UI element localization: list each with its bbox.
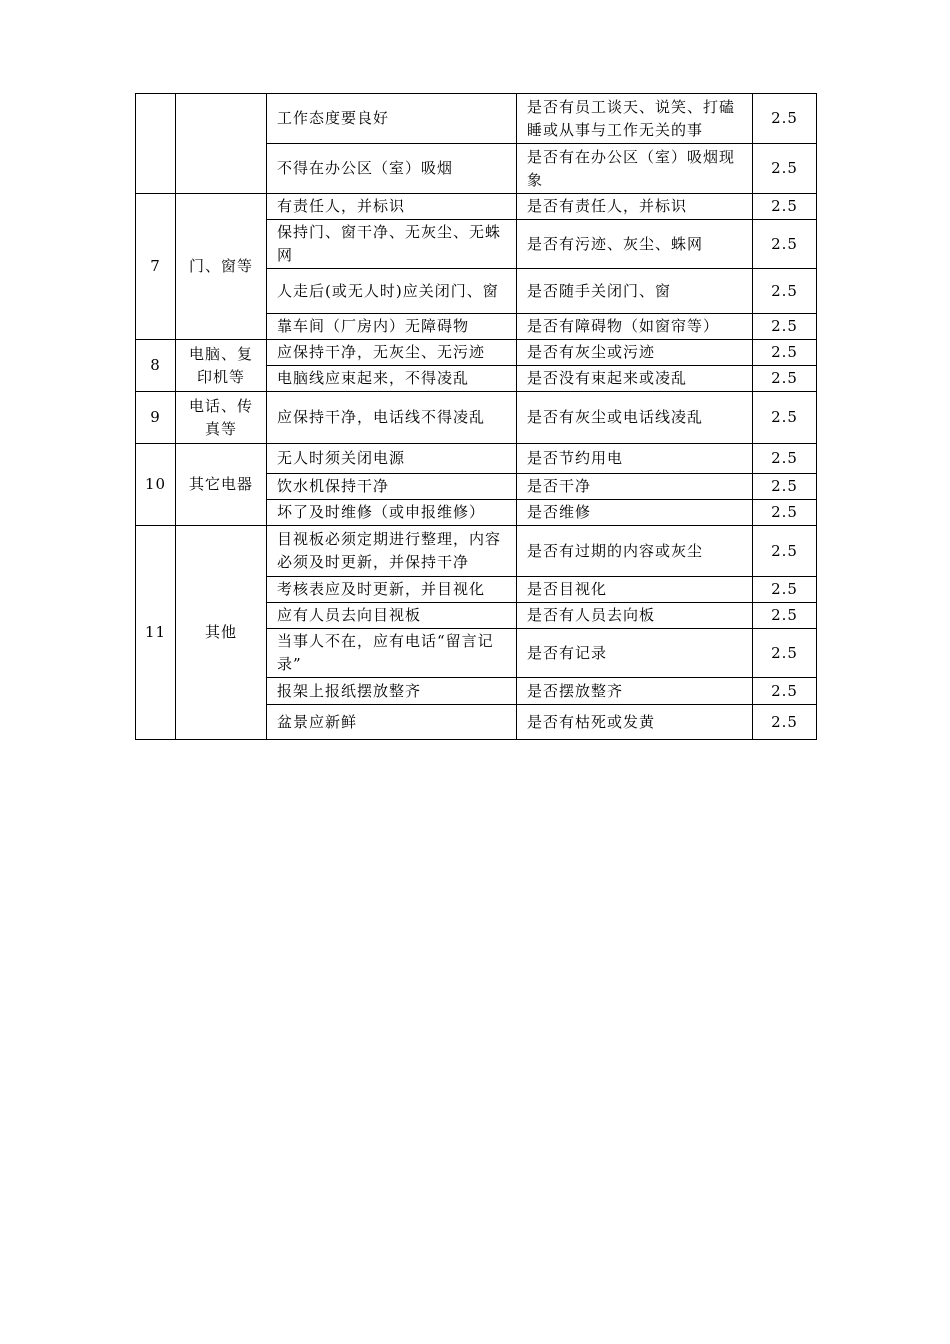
category-cell — [176, 94, 267, 194]
item-number-cell: 11 — [136, 526, 176, 740]
check-criteria-cell: 是否有障碍物（如窗帘等） — [517, 314, 753, 340]
check-criteria-cell: 是否有记录 — [517, 629, 753, 678]
check-criteria-cell: 是否有员工谈天、说笑、打磕睡或从事与工作无关的事 — [517, 94, 753, 144]
score-cell: 2.5 — [753, 444, 817, 474]
score-cell: 2.5 — [753, 340, 817, 366]
score-cell: 2.5 — [753, 269, 817, 314]
score-cell: 2.5 — [753, 577, 817, 603]
score-cell: 2.5 — [753, 314, 817, 340]
requirement-cell: 保持门、窗干净、无灰尘、无蛛网 — [267, 220, 517, 269]
item-number-cell: 10 — [136, 444, 176, 526]
requirement-cell: 应有人员去向目视板 — [267, 603, 517, 629]
inspection-table — [135, 93, 817, 740]
requirement-cell: 报架上报纸摆放整齐 — [267, 678, 517, 705]
inspection-table-body — [136, 94, 817, 740]
requirement-cell: 人走后(或无人时)应关闭门、窗 — [267, 269, 517, 314]
item-number-cell: 9 — [136, 392, 176, 444]
requirement-cell: 不得在办公区（室）吸烟 — [267, 144, 517, 194]
table-row — [136, 526, 817, 577]
check-criteria-cell: 是否有污迹、灰尘、蛛网 — [517, 220, 753, 269]
table-row — [136, 444, 817, 474]
requirement-cell: 饮水机保持干净 — [267, 474, 517, 500]
check-criteria-cell: 是否有在办公区（室）吸烟现象 — [517, 144, 753, 194]
category-cell: 其它电器 — [176, 444, 267, 526]
requirement-cell: 当事人不在，应有电话“留言记录” — [267, 629, 517, 678]
score-cell: 2.5 — [753, 392, 817, 444]
check-criteria-cell: 是否有人员去向板 — [517, 603, 753, 629]
check-criteria-cell: 是否有灰尘或污迹 — [517, 340, 753, 366]
requirement-cell: 应保持干净，电话线不得凌乱 — [267, 392, 517, 444]
requirement-cell: 目视板必须定期进行整理，内容必须及时更新，并保持干净 — [267, 526, 517, 577]
check-criteria-cell: 是否随手关闭门、窗 — [517, 269, 753, 314]
table-row — [136, 340, 817, 366]
score-cell: 2.5 — [753, 500, 817, 526]
check-criteria-cell: 是否没有束起来或凌乱 — [517, 366, 753, 392]
requirement-cell: 无人时须关闭电源 — [267, 444, 517, 474]
check-criteria-cell: 是否有过期的内容或灰尘 — [517, 526, 753, 577]
score-cell: 2.5 — [753, 678, 817, 705]
score-cell: 2.5 — [753, 603, 817, 629]
requirement-cell: 靠车间（厂房内）无障碍物 — [267, 314, 517, 340]
check-criteria-cell: 是否有灰尘或电话线凌乱 — [517, 392, 753, 444]
check-criteria-cell: 是否目视化 — [517, 577, 753, 603]
category-cell: 电脑、复印机等 — [176, 340, 267, 392]
item-number-cell — [136, 94, 176, 194]
table-row — [136, 94, 817, 144]
table-row — [136, 194, 817, 220]
requirement-cell: 工作态度要良好 — [267, 94, 517, 144]
requirement-cell: 电脑线应束起来，不得凌乱 — [267, 366, 517, 392]
score-cell: 2.5 — [753, 144, 817, 194]
category-cell: 其他 — [176, 526, 267, 740]
table-row — [136, 392, 817, 444]
check-criteria-cell: 是否维修 — [517, 500, 753, 526]
requirement-cell: 坏了及时维修（或申报维修） — [267, 500, 517, 526]
check-criteria-cell: 是否摆放整齐 — [517, 678, 753, 705]
score-cell: 2.5 — [753, 366, 817, 392]
requirement-cell: 考核表应及时更新，并目视化 — [267, 577, 517, 603]
check-criteria-cell: 是否节约用电 — [517, 444, 753, 474]
score-cell: 2.5 — [753, 474, 817, 500]
item-number-cell: 8 — [136, 340, 176, 392]
score-cell: 2.5 — [753, 94, 817, 144]
requirement-cell: 有责任人，并标识 — [267, 194, 517, 220]
item-number-cell: 7 — [136, 194, 176, 340]
check-criteria-cell: 是否有枯死或发黄 — [517, 705, 753, 740]
category-cell: 电话、传真等 — [176, 392, 267, 444]
score-cell: 2.5 — [753, 220, 817, 269]
requirement-cell: 盆景应新鲜 — [267, 705, 517, 740]
score-cell: 2.5 — [753, 705, 817, 740]
category-cell: 门、窗等 — [176, 194, 267, 340]
requirement-cell: 应保持干净，无灰尘、无污迹 — [267, 340, 517, 366]
check-criteria-cell: 是否干净 — [517, 474, 753, 500]
check-criteria-cell: 是否有责任人，并标识 — [517, 194, 753, 220]
score-cell: 2.5 — [753, 629, 817, 678]
score-cell: 2.5 — [753, 526, 817, 577]
score-cell: 2.5 — [753, 194, 817, 220]
